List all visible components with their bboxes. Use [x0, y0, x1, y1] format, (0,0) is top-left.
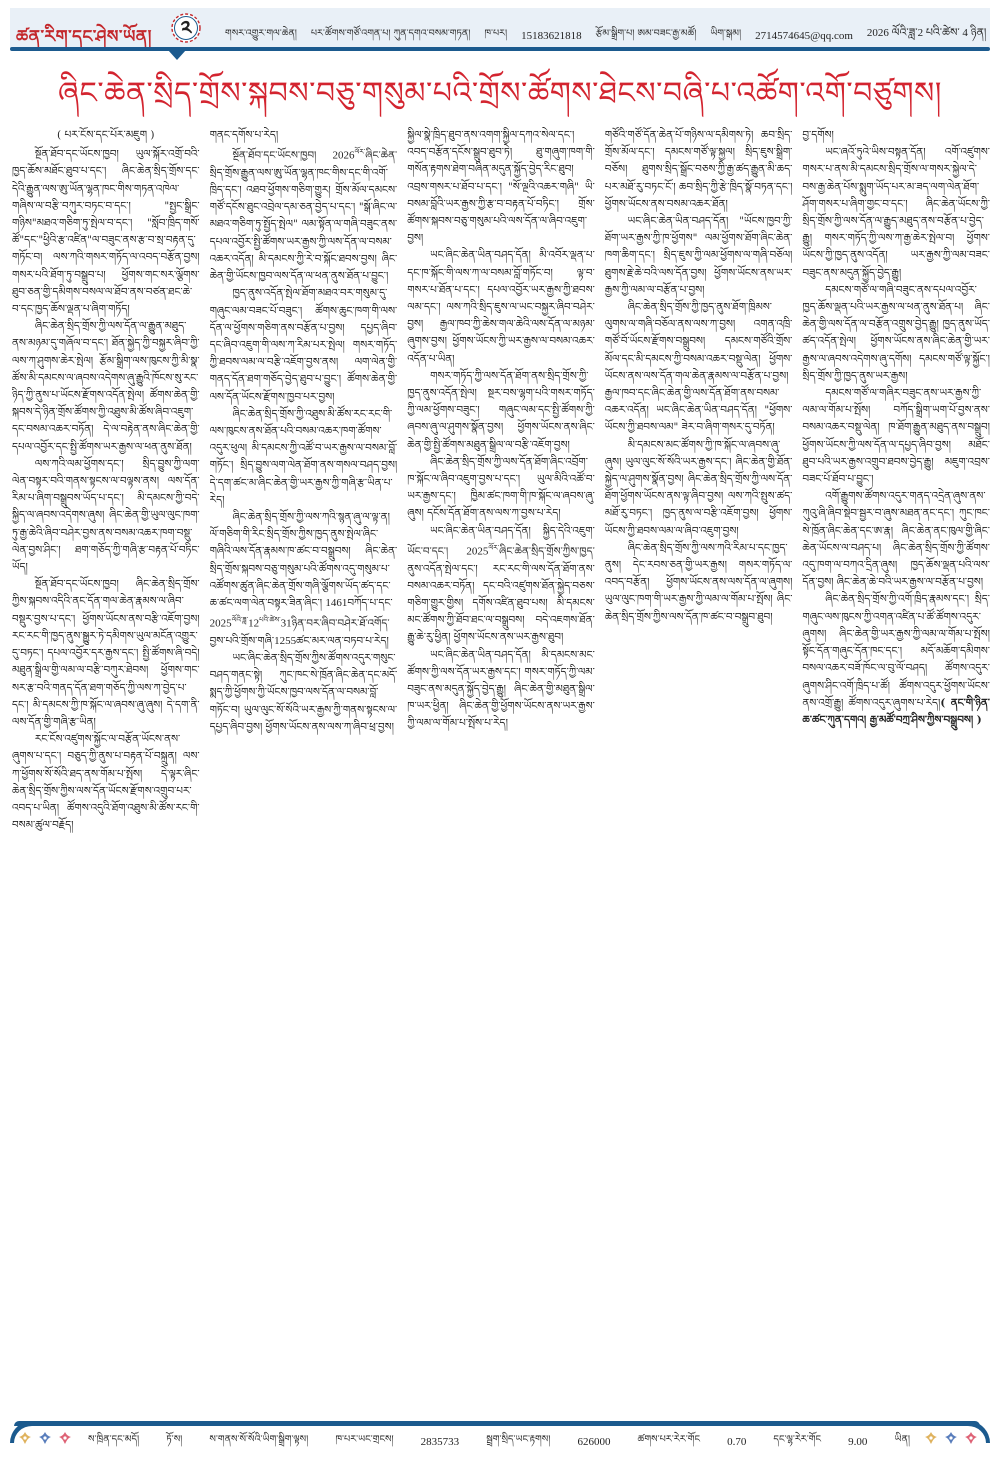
paragraph-text: གཙོའི་གཙོ་དོན་ཆེན་པོ་གཉིས་ལ་དམིགས་ཏེ། ཆབ་སྲིད་གྲོས་མོལ་དང་། དམངས་གཙོ་ལྟ་སྐྱལ། སྲིད་ཇུས་སྒྲིག་བཅོས། ཐུགས་སྲིད་སྒྲོང་བཅས་ཀྱི་རྒྱ་ཚད་རྒྱུན་མི་ཆད་པར་མཐོ་རུ་བཏང་ངོ་། ཆབ་སྲིད་ཀྱི་རྩེ་ཁྲིད་སྣོ་བཏན་དང་། ཕྱོགས་ཡོངས་ནས་བསམ་འཆར་ཐོན། — [604, 129, 793, 210]
issue-date: 2026 ལོའི་ཟླ་2 པའི་ཚེས་ 4 ཉིན། — [866, 27, 987, 39]
ornaments-right — [924, 1430, 978, 1449]
paragraph — [407, 127, 595, 247]
footer-place: ཏོ་ས། — [166, 1434, 183, 1445]
paragraph-text: ཞིང་ཆེན་སྲིད་གྲོས་རྒྱུན་ལས་ཨུ་ཡོན་ལྷན་ཁང་གིས་དང་གི་འགོ་ཁྲིད་དང་། འཐབ་ཕྱོགས་གཅིག་གྱུར། གྲོས་མོལ་དམངས་གཙོ་དངོས་ཐུང་འབྲེལ་དམ་ཅན་བྱེད་པ་དང་། "སྒོ་ཞིང་ལ་མཐའ་གཅིག་ཏུ་སྤྱོད་སྤེལ" ལམ་སྟོན་ལ་གཞི་བཟུང་ནས་དཔལ་འབྱོར་སྤྱི་ཚོགས་ཡར་རྒྱས་ཀྱི་ལས་དོན་ལ་བསམ་འཆར་འདོན། མི་དམངས་ཀྱི་རེ་བ་སྐོང་ཐབས་བྱས། ཞིང་ཆེན་གྱི་ཡོངས་ཁྱབ་ལས་དོན་ལ་ཕན་ནུས་ཐོན་པ་བྱུང་། — [209, 149, 398, 283]
phone-number: 15183621818 — [521, 29, 582, 42]
paragraph — [802, 591, 990, 729]
paragraph — [802, 488, 990, 591]
column-4 — [605, 127, 793, 1395]
year-number: 2026 — [332, 149, 355, 162]
email-label: ཡིག་སྒམ། — [710, 28, 742, 39]
footer-info — [88, 1428, 910, 1455]
section-label: གསར་འགྱུར་གལ་ཆེན། — [225, 28, 297, 39]
footer-address: ས་ཁྲིན་དང་མདོ། — [88, 1434, 140, 1445]
year-number: 2025 — [466, 545, 489, 558]
byline: ( ནང་གི་ཉིན་ — [940, 696, 990, 709]
paragraph — [605, 540, 793, 626]
lotus-ornament-icon — [38, 1430, 52, 1449]
column-1 — [12, 127, 200, 1395]
paragraph-text: ཡང་ཞིང་ཆེན་སྲིད་གྲོས་ཀྱིས་ཚོགས་འདུར་གསུང་བཤད་གནང་སྟེ། ཀུང་ཁང་སེ་ཁྲོན་ཞིང་ཆེན་དང་མདོ་སྨད་ཀྱི་ཕྱོགས་ཀྱི་ཡོངས་ཁྱབ་ལས་དོན་ལ་བསམ་བློ་གཏོང་བ། ཡུལ་ལུང་སོ་སོའི་ཡར་རྒྱས་ཀྱི་གནས་སྟངས་ལ་དཔྱད་ཞིབ་བྱས། ཕྱོགས་ཡོངས་ནས་ལས་ཀ་ཞིབ་ཕྲ་བྱས། — [209, 652, 398, 733]
masthead — [10, 8, 990, 48]
year-suffix: ལོའི་ཟླ་ — [231, 616, 249, 625]
paragraph — [210, 127, 398, 144]
paragraph-text: མི་དམངས་མང་ཚོགས་ཀྱི་ཁ་སྐོང་ལ་ཞབས་ཞུ་ཞུས། ཡུལ་ལུང་སོ་སོའི་ཡར་རྒྱས་དང་། ཞིང་ཆེན་གྱི་ཐོན་སྐྱེད་ལ་ཤུགས་སྣོན་བྱས། ཞིང་ཆེན་སྲིད་གྲོས་ཀྱི་ལས་དོན་ཐོག་ཕྱོགས་ཡོངས་ནས་ལྟ་ཞིབ་བྱས། ལས་ཀའི་སྤུས་ཚད་མཐོ་རུ་བཏང་། ཁྱད་ནུས་ལ་བརྩི་འཇོག་བྱས། ཕྱོགས་ཡོངས་ཀྱི་ཐབས་ལམ་ལ་ཞིབ་འཇུག་བྱས། — [604, 438, 793, 537]
paragraph-text: ཡང་ཞིང་ཆེན་ཡིན་བཤད་དོན། "ཡོངས་ཁྱབ་ཀྱི་ཐོག་ཡར་རྒྱས་ཀྱི་ཁ་ཕྱོགས" ལམ་ཕྱོགས་ཐོག་ཞིང་ཆེན་ཁག་ཆིག་དང་། སྲིད་ཇུས་ཀྱི་ལམ་ཕྱོགས་ལ་གཞི་བཅོལ། ཐུགས་རྗེ་ཆེ་བའི་ལས་དོན་བྱས། ཕྱོགས་ཡོངས་ནས་ཡར་རྒྱས་ཀྱི་ལམ་ལ་བརྩོན་པ་བྱས། — [604, 215, 793, 296]
editor-label: པར་ཚོགས་གཙོ་འགན་པ། ཀུན་དགའ་བསམ་གཏན། — [310, 28, 471, 39]
footer-price-label: ཚགས་པར་རེར་གོང — [637, 1434, 701, 1445]
paragraph — [407, 368, 595, 454]
paragraph-text: རང་ངོས་འཛུགས་སྐྱོང་ལ་བརྩོན་ཡོངས་ནས་ཞུགས་པ་དང་། བཅུད་ཀྱི་ནུས་པ་བརྟན་པོ་བསྐྲུན། ལས་ཀ་ཕྱོགས་སོ་སོའི་ཐད་ནས་གོམ་པ་སྤོས། དེ་ལྟར་ཞིང་ཆེན་སྲིད་གྲོས་ཀྱིས་ལས་དོན་ཡོངས་རྫོགས་འགྲུབ་པར་འབད་པ་ཡིན། ཚོགས་འདུའི་ཐོག་འཐུས་མི་ཚོས་རང་གི་བསམ་ཚུལ་བརྗོད། — [12, 733, 200, 832]
footer-annual: 9.00 — [848, 1435, 868, 1448]
paragraph-text: ཞིང་ཆེན་སྲིད་གྲོས་ཀྱི་ལས་དོན་ལ་རྒྱུན་མཐུད་ནས་མཉམ་དུ་གཞོལ་བ་དང་། ཐོན་སྐྱེད་ཀྱི་བསྐྱར་ཞིབ་ཀྱི་ལས་ཀ་ཤུགས་ཆེར་སྤེལ། རྩོམ་སྒྲིག་ལས་ཁུངས་ཀྱི་མི་སྣ་ཚོས་མི་དམངས་ལ་ཞབས་འདེགས་ཞུ་རྒྱུའི་ཁོངས་སུ་རང་ཉིད་ཀྱི་ནུས་པ་ཡོངས་རྫོགས་འདོན་སྤེལ། ཚོགས་ཆེན་གྱི་སྐབས་དེ་ཉིན་གྲོས་ཚོགས་ཀྱི་འཐུས་མི་ཚོས་ཞིབ་འཇུག་དང་བསམ་འཆར་བཏོན། དེ་ལ་བརྟེན་ནས་ཞིང་ཆེན་གྱི་དཔལ་འབྱོར་དང་སྤྱི་ཚོགས་ཡར་རྒྱས་ལ་ཕན་ནུས་ཐོན། — [12, 320, 200, 453]
paragraph-text: ཁྱད་ནུས་འདོན་སྤེལ་ཐོག་མཐའ་བར་གསུམ་དུ་གཞུང་ལམ་བཟང་པོ་བཟུང་། ཚོགས་ཆུང་ཁག་གི་ལས་དོན་ལ་ཕྱོགས་གཅིག་ནས་བརྩོན་པ་བྱས། དཔྱད་ཞིབ་དང་ཞིབ་འཇུག་གི་ལས་ཀ་རིམ་པར་སྤེལ། གསར་གཏོད་ཀྱི་ཐབས་ལམ་ལ་བརྩི་འཇོག་བྱས་ནས། ལག་ལེན་གྱི་གནད་དོན་ཐག་གཅོད་བྱེད་ཐུབ་པ་བྱུང་། ཚོགས་ཆེན་གྱི་ལས་དོན་ཡོངས་རྫོགས་ཁྱབ་པར་བྱས། — [209, 287, 398, 403]
paper-name: ཚན་རིག་དང་ཤེས་ཡོན། — [16, 27, 152, 47]
paragraph-text: ཡང་ཞིང་ཆེན་ཡིན་བཤད་དོན། མི་དམངས་མང་ཚོགས་ཀྱི་ལས་དོན་ཡར་རྒྱས་དང་། གསར་གཏོད་ཀྱི་ལམ་བཟུང་ནས་མདུན་སྐྱོད་བྱེད་རྒྱུ། ཞིང་ཆེན་གྱི་མཐུན་སྒྲིལ་ཁ་ཡར་ཕྱིན། ཞིང་ཆེན་གྱི་ཕྱོགས་ཡོངས་ནས་ཡར་རྒྱས་ཀྱི་ལམ་ལ་གོམ་པ་སྤོས་པ་རེད། — [407, 648, 595, 730]
paragraph-text: ཞིང་ཆེན་སྲིད་གྲོས་ཀྱི་ལས་ཀའི་རིམ་པ་དང་ཁྱད་ནུས། དེང་རབས་ཅན་གྱི་ཡར་རྒྱས། གསར་གཏོད་ལ་འབད་བརྩོན། ཕྱོགས་ཡོངས་ནས་ལས་དོན་ལ་ཞུགས། ཡུལ་ལུང་ཁག་གི་ཡར་རྒྱས་ཀྱི་ལམ་ལ་གོམ་པ་སྤོས། ཞིང་ཆེན་སྲིད་གྲོས་ཀྱིས་ལས་དོན་ཁ་ཚང་བ་བསྒྲུབ་ཐུབ། — [604, 541, 793, 623]
paragraph-text: ཡང་ཞིང་ཆེན་ཡིན་བཤད་དོན། མི་འབོར་ལྡན་པ་དང་ཁ་སྐོང་གི་ལས་ཀ་ལ་བསམ་བློ་གཏོང་བ། ལྟ་བ་གསར་པ་ཐོན་པ་དང་། དཔལ་འབྱོར་ཡར་རྒྱས་ཀྱི་ཐབས་ལམ་དང་། ལས་ཀའི་སྲིད་ཇུས་ལ་ཡང་བསྐྱར་ཞིབ་བཤེར་བྱས། རྒྱལ་ཁབ་ཀྱི་ཆེས་གལ་ཆེའི་ལས་དོན་ལ་མཉམ་ཞུགས་བྱས། ཕྱོགས་ཡོངས་ཀྱི་ཡར་རྒྱས་ལ་བསམ་འཆར་འདོན་པ་ཡིན། — [407, 249, 595, 365]
page-number-badge — [168, 10, 204, 46]
article-subhead: ( པར་ངོས་དང་པོར་མཇུག ) — [57, 129, 155, 141]
article-body — [12, 127, 990, 1395]
paragraph-text: ཞིང་ཆེན་སྲིད་གྲོས་ཀྱི་ཁྱད་ནུས་ཐོག་ཁྲིམས་ལུགས་ལ་གཞི་བཅོལ་ནས་ལས་ཀ་བྱས། འགན་འཁྲི་གཙོ་བོ་ཡོངས་རྫོགས་བསྒྲུབས། དམངས་གཙོའི་གྲོས་མོལ་དང་མི་དམངས་ཀྱི་བསམ་འཆར་བསྡུ་ལེན། ཕྱོགས་ཡོངས་ནས་ལས་དོན་གལ་ཆེན་རྣམས་ལ་བརྩོན་པ་བྱས། རྒྱལ་ཁབ་དང་ཞིང་ཆེན་གྱི་ལས་དོན་ཐོག་ནས་བསམ་འཆར་འདོན། ཡང་ཞིང་ཆེན་ཡིན་བཤད་དོན། "ཕྱོགས་ཡོངས་ཀྱི་ཐབས་ལམ" ཟེར་བ་ཞིག་གསར་དུ་བཏོན། — [604, 301, 793, 434]
lotus-ornament-icon — [18, 1430, 32, 1449]
lotus-ornament-icon — [58, 1430, 72, 1449]
footer-postcode: 626000 — [577, 1435, 611, 1448]
paragraph — [12, 731, 200, 834]
lotus-ornament-icon — [964, 1430, 978, 1449]
year-suffix: ལོར་ — [488, 543, 500, 552]
masthead-rule — [10, 47, 990, 51]
footer-phone-label: ཁ་པར་ཡང་གྲངས། — [335, 1434, 394, 1445]
paragraph — [210, 509, 398, 612]
paragraph — [605, 213, 793, 299]
paragraph — [407, 647, 595, 733]
paragraph — [12, 576, 200, 731]
paragraph-text: སྔོན་ཐོབ་དང་ཡོངས་ཁྱབ། — [232, 149, 333, 162]
paragraph-text: གསར་གཏོད་ཀྱི་ལས་དོན་ཐོག་ནས་སྲིད་གྲོས་ཀྱི་ཁྱད་ནུས་འདོན་སྤེལ། སྔར་བས་ལྷག་པའི་གསར་གཏོད་ཀྱི་ལམ་ཕྱོགས་བཟུང་། གཞུང་ལམ་དང་སྤྱི་ཚོགས་ཀྱི་ཞབས་ཞུ་ལ་ཤུགས་སྣོན་བྱས། ཕྱོགས་ཡོངས་ནས་ཞིང་ཆེན་གྱི་སྤྱི་ཚོགས་མཐུན་སྒྲིལ་ལ་བརྩི་འཇོག་བྱས། — [407, 369, 595, 451]
count-number: 1461 — [325, 596, 348, 609]
masthead-notch — [168, 50, 186, 60]
paragraph-text: ཞིང་ཆེན་སྲིད་གྲོས་ཀྱི་འགོ་ཁྲིད་རྣམས་དང་། སྲིད་གཞུང་ལས་ཁུངས་ཀྱི་འགན་འཛིན་པ་ཚོ་ཚོགས་འདུར་ཞུགས། ཞིང་ཆེན་གྱི་ཡར་རྒྱས་ཀྱི་ལམ་ལ་གོམ་པ་སྤོས། སྟོང་དོན་གཞུང་དོན་ཁང་དང་། མདོ་མཆོག་དམིགས་བསལ་འཆར་བཟོ་ཁོང་ལ་བུ་ལོ་བཤད། ཚོགས་འདུར་ཞུགས་ཤིང་འགོ་ཁྲིད་པ་ཚོ། ཚོགས་འདུར་ཕྱོགས་ཡོངས་ནས་འགྲོ་རྒྱུ། ཚོགས་འདུར་ཞུགས་པ་རེད། — [802, 593, 990, 709]
paragraph — [210, 144, 398, 285]
footer-price: 0.70 — [727, 1435, 747, 1448]
paragraph-text: དམངས་གཙོ་ལ་གཞི་བཟུང་ནས་དཔལ་འབྱོར་ཁྱད་ཆོས་ལྡན་པའི་ཡར་རྒྱས་ལ་ཕན་ནུས་ཐོན་པ། ཞིང་ཆེན་གྱི་ལས་དོན་ལ་བརྩོན་འགྲུས་བྱེད་རྒྱུ། ཁྱད་ནུས་ཡོད་ཚད་འདོན་སྤེལ། ཕྱོགས་ཡོངས་ནས་ཞིང་ཆེན་གྱི་ཡར་རྒྱས་ལ་ཞབས་འདེགས་ཞུ་དགོས། དམངས་གཙོ་ལྟ་སྐྱོང་། སྲིད་གྲོས་ཀྱི་ཁྱད་ནུས་ཡར་རྒྱས། — [802, 283, 990, 382]
count-number: 1255 — [274, 634, 297, 647]
paragraph-text: ཞིང་ཆེན་སྲིད་གྲོས་ཀྱི་ལས་དོན་ཐོག་ཞིང་འབྲོག་ཁ་སྐོང་ལ་ཞིབ་འཇུག་བྱས་པ་དང་། ཡུལ་མིའི་འཚོ་བ་ཡར་རྒྱས་དང་། ཁྱིམ་ཚང་ཁག་གི་ཁ་སྐོང་ལ་ཞབས་ཞུ་ཞུས། དངོས་དོན་ཐོག་ནས་ལས་ཀ་བྱས་པ་རེད། — [407, 455, 595, 520]
footer-postcode-label: སྦྲག་སྲིད་ཡང་རྟགས། — [486, 1434, 551, 1445]
paragraph — [12, 146, 200, 318]
paragraph-text: ཞིང་ཆེན་སྲིད་གྲོས་ཀྱི་ལས་ཀའི་སྙན་ཞུ་ལ་ལྟ་ན། ལོ་གཅིག་གི་རིང་སྲིད་གྲོས་ཀྱིས་ཁྱད་ནུས་སྤེལ་ཞིང་གཞིའི་ལས་དོན་རྣམས་ཁ་ཚང་བ་བསྒྲུབས། ཞིང་ཆེན་སྲིད་གྲོས་སྐབས་བཅུ་གསུམ་པའི་ཚོགས་འདུ་གསུམ་པ་འཚོགས་ཚུན་ཞིང་ཆེན་གྲོས་གཞི་ལྕོགས་ཡོད་ཚད་དང་ཆ་ཚང་ལག་ལེན་བསྟར་ཟིན་ཞིང་། — [209, 510, 398, 609]
day-number: 31 — [280, 617, 292, 630]
month-suffix: པའི་ཚེས་ — [259, 616, 281, 625]
headline: ཞིང་ཆེན་སྲིད་གྲོས་སྐབས་བཅུ་གསུམ་པའི་གྲོས་ཚོགས་ཐེངས་བཞི་པ་འཚོག་འགོ་བཙུགས། — [58, 76, 942, 111]
footer-currency: ཡིན། — [894, 1434, 910, 1445]
ornaments-left — [18, 1430, 72, 1449]
paragraph — [605, 127, 793, 213]
paragraph — [12, 456, 200, 576]
paragraph — [802, 385, 990, 488]
paragraph — [802, 144, 990, 282]
paragraph — [210, 285, 398, 405]
column-3 — [407, 127, 595, 1395]
paragraph-text: དམངས་གཙོ་ལ་གཞིར་བཟུང་ནས་ཡར་རྒྱས་ཀྱི་ལམ་ལ་གོམ་པ་སྤོས། བཀོད་སྒྲིག་ཡག་པོ་བྱས་ནས་བསམ་འཆར་བསྡུ་ལེན། ཁ་ཐོག་རྒྱུན་མཐུད་ནས་བསྒྲུབ། ཕྱོགས་ཡོངས་ཀྱི་ལས་དོན་ལ་དཔྱད་ཞིབ་བྱས། མཐོང་ཐུབ་པའི་ཡར་རྒྱས་འགྲུབ་ཐབས་བྱེད་རྒྱུ། མཇུག་འབྲས་བཟང་པོ་ཐོབ་པ་བྱུང་། — [802, 387, 990, 486]
column-5 — [802, 127, 990, 1395]
paragraph — [605, 299, 793, 437]
paragraph — [210, 612, 398, 650]
email-link[interactable]: 2714574645@qq.com — [755, 29, 853, 42]
paragraph — [210, 406, 398, 509]
paragraph-text: བྱ་དགོས། — [802, 129, 834, 141]
paragraph-text: ཡང་ཞའོ་ཏུའེ་ཡིས་བསྟན་དོན། འགོ་འཛུགས་གསར་པ་ནས་མི་དམངས་སྲིད་གྲོས་ལ་གསར་སྐྱེལ་དེ་བས་རྒྱ་ཆེན་པོས་སྨུག་ཡོད་པར་མ་ཟད་ལག་ལེན་ཐོག་ཤོག་གསར་པ་ཞིག་གྱང་བ་དང་། ཞིང་ཆེན་ཡོངས་ཀྱི་སྲིད་གྲོས་ཀྱི་ལས་དོན་ལ་རྒྱུད་མཐུད་ནས་བརྩོན་པ་བྱེད་རྒྱུ། གསར་གཏོད་ཀྱི་ལས་ཀ་རྒྱ་ཆེར་སྤེལ་བ། ཕྱོགས་ཡོངས་ཀྱི་ཁྱད་ནུས་འདོན། ཡར་རྒྱས་ཀྱི་ལམ་བཟང་བཟུང་ནས་མདུན་སྐྱོད་བྱེད་རྒྱུ། — [802, 146, 990, 279]
count-suffix: བཀོད་པ་དང་ — [347, 596, 393, 609]
phone-label: ཁ་པར། — [484, 28, 508, 39]
paragraph-text: ལས་ཀའི་ལམ་ཕྱོགས་དང་། སྲིད་བྱུས་ཀྱི་ལག་ལེན་བསྟར་བའི་གནས་སྟངས་ལ་བལྟས་ནས། ལས་དོན་རིམ་པ་ཞིག་བསྒྲུབས་ཡོད་པ་དང་། མི་དམངས་ཀྱི་བདེ་སྐྱིད་ལ་ཞབས་འདེགས་ཞུས། ཞིང་ཆེན་གྱི་ཡུལ་ལུང་ཁག་ཏུ་རྒྱ་ཆེའི་ཞིབ་བཤེར་བྱས་ནས་བསམ་འཆར་ཁག་བསྡུ་ལེན་བྱས་ཤིང་། ཐག་གཅོད་ཀྱི་གཞི་རྩ་བརྟན་པོ་བཏིང་ཡོད། — [12, 457, 200, 574]
paragraph — [802, 282, 990, 385]
paragraph — [12, 318, 200, 456]
footer-printer: ས་གནས་སོ་སོའི་ཡིག་སྒྲིག་ལྟས། — [209, 1434, 309, 1445]
footer-annual-label: དང་ལྷ་རེར་གོང — [773, 1434, 822, 1445]
paragraph-text: འགོ་རྒྱུགས་ཚོགས་འདུར་གནད་འདྲེན་ཞུས་ནས་ཀུའུ་ཞི་ཞིབ་སྡེབ་སྦྱར་བ་ཞུས་མཐན་ནང་དང་། ཀུང་ཁང་སེ་ཁྲོན་ཞིང་ཆེན་དང་ཨ་རྣ། ཞིང་ཆེན་ནང་ཁུལ་གྱི་ཞིང་ཆེན་ཡོངས་ལ་བཤད་པ། ཞིང་ཆེན་སྲིད་གྲོས་ཀྱི་ཚོགས་འདུ་ཁག་ལ་བཀའ་དྲིན་ཞུས། ཁྱད་ཆོས་ལྡན་པའི་ལས་དོན་བྱས། ཞིང་ཆེན་ཆེ་བའི་ཡར་རྒྱས་ལ་བརྩོན་པ་བྱས། — [802, 490, 990, 589]
paragraph-text: ཚང་མར་ལན་བཏབ་པ་རེད། — [296, 634, 389, 647]
lotus-ornament-icon — [944, 1430, 958, 1449]
paragraph — [407, 454, 595, 523]
paragraph-text: སྐྱིལ་སྣེ་ཁྲིད་ཐུབ་ནས་འགག་སྐྱིལ་དཀའ་སེལ་དང་། འབད་བརྩོན་དངོས་སྒྲུབ་ཐུབ་ཏེ། ཐུ་གཞུག་ཁག་གི་གསོན་རྟགས་ཐེག་བཞིན་མདུན་སྐྱོད་བྱེད་རིང་ཐུབ། འབྲས་གསར་པ་ཐོབ་པ་དང་། "སོ་ལྔའི་འཆར་གཞི" ཡི་བསམ་བློའི་ཡར་རྒྱས་ཀྱི་རྩ་བ་བརྟན་པོ་བཏིང་། གྲོས་ཚོགས་སྐབས་བཅུ་གསུམ་པའི་ལས་དོན་ལ་ཞིབ་འཇུག་བྱས། — [407, 129, 595, 245]
paragraph-text: ཉིན་བར་ཞིབ་བཤེར་ཐོ་འགོད་བྱས་པའི་གྲོས་གཞི་ — [209, 617, 390, 647]
year-number: 2025 — [209, 617, 232, 630]
paragraph-text: སྔོན་ཐོབ་དང་ཡོངས་ཁྱབ། ཞིང་ཆེན་སྲིད་གྲོས་ཀྱིས་སྐབས་འདིའི་ནང་དོན་གལ་ཆེན་རྣམས་ལ་ཞིབ་བསྡུར་བྱས་པ་དང་། ཕྱོགས་ཡོངས་ནས་བརྩི་འཇོག་བྱས། རང་རང་གི་ཁྱད་ནུས་སྒྱུར་ཏེ་དམིགས་ཡུལ་མངོན་འགྱུར་དུ་བཏང་། དཔལ་འབྱོར་དར་རྒྱས་དང་། སྤྱི་ཚོགས་ཞི་བདེ། མཐུན་སྒྲིལ་གྱི་ལམ་ལ་བརྩི་བཀུར་ཐེབས། ཕྱོགས་གང་སར་རྩ་བའི་གནད་དོན་ཐག་གཅོད་ཀྱི་ལས་ཀ་བྱེད་པ་དང་། མི་དམངས་ཀྱི་ཁ་སྐོང་ལ་ཞབས་ཞུ་ཞུས། དེ་དག་ནི་ལས་དོན་གྱི་གཞི་རྩ་ཡིན། — [12, 578, 200, 728]
paragraph-text: ཞིང་ཆེན་སྲིད་གྲོས་ཀྱི་འཐུས་མི་ཚོས་རང་རང་གི་ལས་ཁུངས་ནས་ཐོན་པའི་བསམ་འཆར་ཁག་ཚོགས་འདུར་ཕུལ། མི་དམངས་ཀྱི་འཚོ་བ་ཡར་རྒྱས་ལ་བསམ་བློ་གཏོང་། སྲིད་བྱུས་ལག་ལེན་ཐོག་ནས་གསལ་བཤད་བྱས། དེ་དག་ཚང་མ་ཞིང་ཆེན་གྱི་ཡར་རྒྱས་ཀྱི་གཞི་རྩ་ཡིན་པ་རེད། — [209, 407, 398, 506]
lotus-ornament-icon — [924, 1430, 938, 1449]
footer-phone: 2835733 — [420, 1435, 460, 1448]
paragraph — [605, 437, 793, 540]
paragraph — [210, 650, 398, 736]
paragraph-text: ཡང་ཞིང་ཆེན་ཡིན་བཤད་དོན། སྐྱིད་དེའི་འཇུག་ཡོང་བ་དང་། — [407, 524, 595, 558]
byline-authors: ཆ་ཚང་ཀུན་དགའ། རྒྱ་མཚོ་བཀྲ་ཤིས་ཀྱིས་བསྒྲུབས། ) — [802, 713, 982, 726]
paragraph — [802, 127, 990, 144]
footer-rule — [14, 1421, 980, 1426]
year-suffix: ལོར་ — [354, 148, 366, 157]
page-number: ༢ — [180, 16, 192, 40]
paragraph-text: ཞིང་ཆེན་སྲིད་གྲོས་ཀྱིས་ཁྱད་ནུས་འདོན་སྤེལ་དང་། རང་རང་གི་ལས་དོན་ཐོག་ནས་བསམ་འཆར་བཏོན། དང་བའི་འཛུགས་ཐོན་སྐྱེད་བཅས་གཅིག་གྱུར་གྱིས། དགོས་འཛིན་ཐུབ་པས། མི་དམངས་མང་ཚོགས་ཀྱི་ཐོབ་ཐང་ལ་བསྒྲུབས། བདེ་འཇགས་ཐོན་རྒྱུ་ཆེ་རུ་ཕྱིན། ཕྱོགས་ཡོངས་ནས་ཡར་རྒྱས་ཐུབ། — [407, 545, 595, 644]
paragraph-text: གནང་དགོས་པ་རེད། — [209, 129, 279, 141]
paragraph-text: སྔོན་ཐོབ་དང་ཡོངས་ཁྱབ། ཡུལ་སྐོར་འགྲོ་བའི་ཁྱད་ཆོས་མཐོང་ཐུབ་པ་དང་། ཞིང་ཆེན་སྲིད་གྲོས་དང་དེའི་རྒྱུན་ལས་ཨུ་ཡོན་ལྷན་ཁང་གིས་གཏན་འཁེལ་གཞིས་ལ་བརྩི་བཀུར་བཏང་བ་དང་། "སྤྱང་སྒྲིང་གཉིས"མཐའ་གཅིག་ཏུ་སྤེལ་བ་དང་། "སློབ་ཁྲིད་གསོ་ཚོ"དང་"ཕྱིའི་རྩ་འཛིན"ལ་བཟུང་ནས་རྩ་བ་སྲ་བརྟན་དུ་གཏོང་བ། ལས་ཀའི་གསར་གཏོད་ལ་འབད་བརྩོན་བྱས། གསར་པའི་ཐོག་ཏུ་བསྒྲུབ་པ། ཕྱོགས་གང་སར་ལྕོགས་ཐུབ་ཅན་གྱི་དམིགས་བསལ་ལ་ཐོབ་ནས་བཙན་ཐང་ཆེ་བ་དང་ཁྱད་ཆོས་ལྡན་པ་ཞིག་གཏོད། — [12, 148, 200, 316]
paragraph — [407, 523, 595, 647]
paragraph — [407, 247, 595, 367]
month-number: 12 — [248, 617, 260, 630]
column-2 — [210, 127, 398, 1395]
layout-label: རྩོམ་སྒྲིག་པ། ཨམ་བཟང་རྒྱ་མཚོ། — [595, 28, 697, 39]
